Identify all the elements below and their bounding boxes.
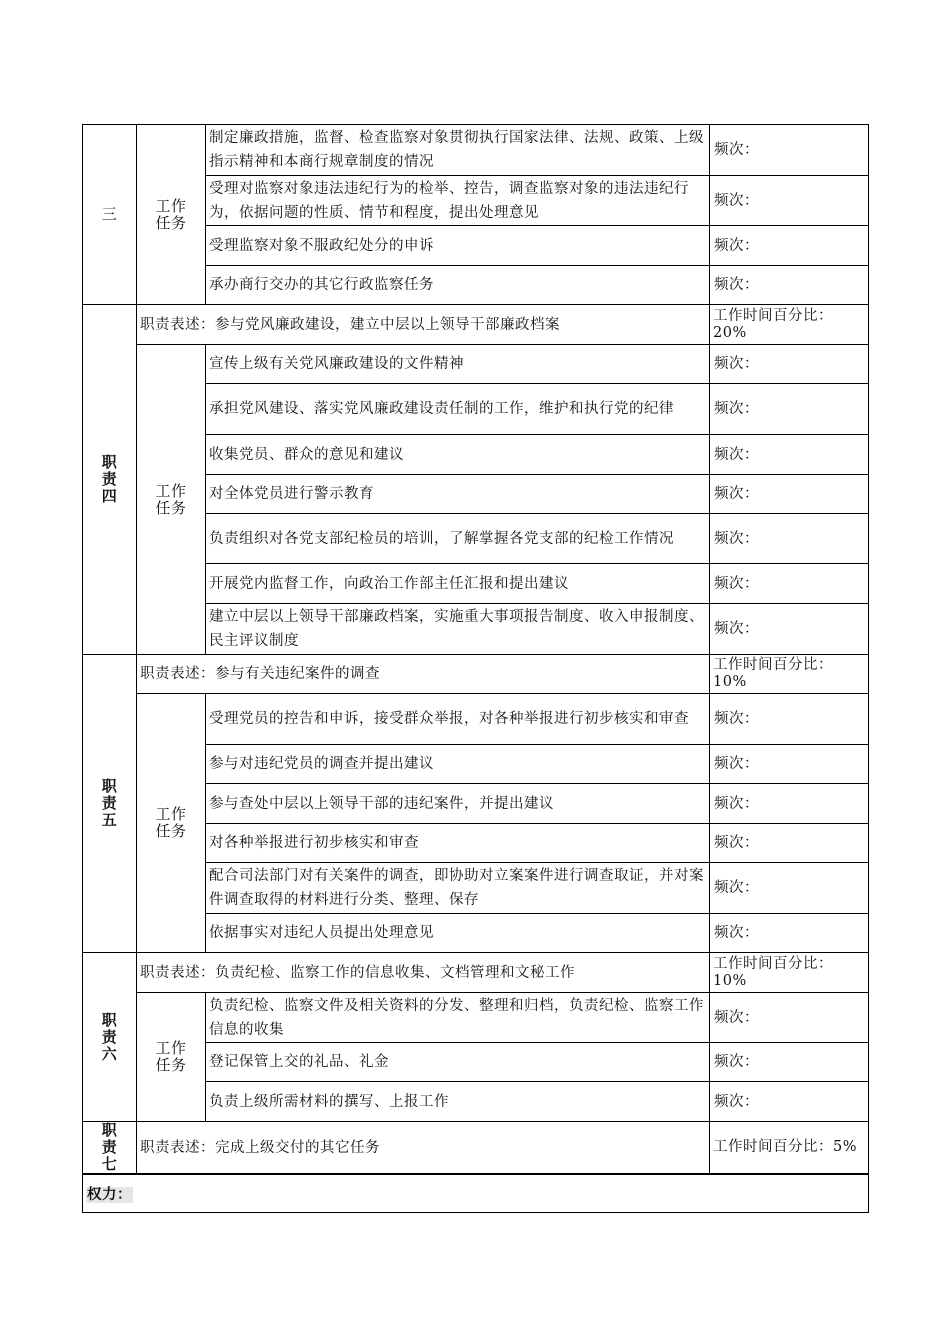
task-text: 登记保管上交的礼品、礼金 [206,1043,710,1082]
task-frequency: 频次： [710,863,869,914]
task-frequency: 频次： [710,514,869,564]
task-text: 参与对违纪党员的调查并提出建议 [206,745,710,784]
power-section [83,1174,869,1212]
duty-description: 职责表述：参与有关违纪案件的调查 [137,655,710,694]
task-frequency: 频次： [710,745,869,784]
section-6-label: 职责六 [83,953,137,1122]
task-frequency: 频次： [710,384,869,435]
task-frequency: 频次： [710,475,869,514]
task-text: 配合司法部门对有关案件的调查，即协助对立案案件进行调查取证，并对案件调查取得的材料进行分类、整理、保存 [206,863,710,914]
task-text: 负责组织对各党支部纪检员的培训，了解掌握各党支部的纪检工作情况 [206,514,710,564]
task-text: 宣传上级有关党风廉政建设的文件精神 [206,345,710,384]
task-frequency: 频次： [710,345,869,384]
task-text: 对全体党员进行警示教育 [206,475,710,514]
task-text: 承办商行交办的其它行政监察任务 [206,266,710,305]
section-4-label: 职责四 [83,305,137,655]
task-text: 受理对监察对象违法违纪行为的检举、控告，调查监察对象的违法违纪行为，依据问题的性质、情节和程度，提出处理意见 [206,176,710,226]
task-text: 对各种举报进行初步核实和审查 [206,824,710,863]
task-frequency: 频次： [710,604,869,655]
task-text: 受理监察对象不服政纪处分的申诉 [206,226,710,266]
section-3-task-label: 工作任务 [137,125,206,305]
table-row [83,655,869,694]
time-percentage: 工作时间百分比：20% [710,305,869,345]
task-text: 参与查处中层以上领导干部的违纪案件，并提出建议 [206,784,710,824]
task-frequency: 频次： [710,784,869,824]
duty-description: 职责表述：完成上级交付的其它任务 [137,1122,710,1175]
task-frequency: 频次： [710,435,869,475]
task-text: 承担党风建设、落实党风廉政建设责任制的工作，维护和执行党的纪律 [206,384,710,435]
task-text: 收集党员、群众的意见和建议 [206,435,710,475]
task-text: 负责纪检、监察文件及相关资料的分发、整理和归档，负责纪检、监察工作信息的收集 [206,993,710,1043]
time-percentage: 工作时间百分比：5% [710,1122,869,1175]
table-row [83,1174,869,1212]
task-frequency: 频次： [710,824,869,863]
task-frequency: 频次： [710,914,869,953]
task-text: 建立中层以上领导干部廉政档案，实施重大事项报告制度、收入申报制度、民主评议制度 [206,604,710,655]
section-5-label: 职责五 [83,655,137,953]
section-4-task-label: 工作任务 [137,345,206,655]
task-frequency: 频次： [710,266,869,305]
job-duties-table [82,124,869,1213]
section-6-task-label: 工作任务 [137,993,206,1122]
power-label: 权力： [87,1187,132,1203]
task-frequency: 频次： [710,1082,869,1122]
task-text: 受理党员的控告和申诉，接受群众举报，对各种举报进行初步核实和审查 [206,694,710,745]
table-body [83,125,869,1213]
time-percentage: 工作时间百分比：10% [710,953,869,993]
section-7-label: 职责七 [83,1122,137,1175]
task-text: 依据事实对违纪人员提出处理意见 [206,914,710,953]
table-row [83,125,869,176]
table-row [83,305,869,345]
task-frequency: 频次： [710,125,869,176]
task-frequency: 频次： [710,993,869,1043]
task-frequency: 频次： [710,226,869,266]
duty-description: 职责表述：参与党风廉政建设，建立中层以上领导干部廉政档案 [137,305,710,345]
table-row [83,953,869,993]
task-text: 制定廉政措施，监督、检查监察对象贯彻执行国家法律、法规、政策、上级指示精神和本商行规章制度的情况 [206,125,710,176]
section-3-label: 三 [83,125,137,305]
task-frequency: 频次： [710,1043,869,1082]
task-frequency: 频次： [710,176,869,226]
task-frequency: 频次： [710,564,869,604]
table-row [83,993,869,1043]
time-percentage: 工作时间百分比：10% [710,655,869,694]
table-row [83,1122,869,1175]
task-text: 开展党内监督工作，向政治工作部主任汇报和提出建议 [206,564,710,604]
table-row [83,345,869,384]
task-frequency: 频次： [710,694,869,745]
table-row [83,694,869,745]
task-text: 负责上级所需材料的撰写、上报工作 [206,1082,710,1122]
section-5-task-label: 工作任务 [137,694,206,953]
duty-description: 职责表述：负责纪检、监察工作的信息收集、文档管理和文秘工作 [137,953,710,993]
